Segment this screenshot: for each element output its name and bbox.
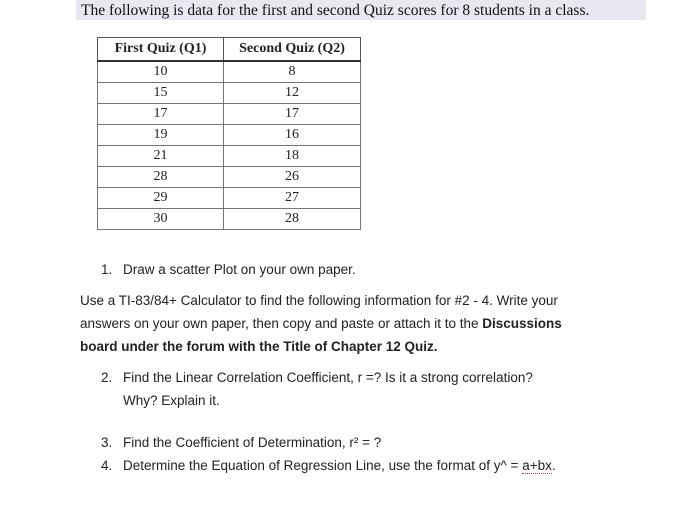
cell-q1: 30 bbox=[98, 209, 224, 230]
cell-q1: 19 bbox=[98, 125, 224, 146]
question-2 bbox=[101, 366, 533, 412]
instructions-line-3 bbox=[80, 335, 562, 358]
question-text: Find the Coefficient of Determination, r² = ? bbox=[123, 435, 382, 450]
cell-q2: 26 bbox=[224, 167, 361, 188]
instructions-line-3-bold: board under the forum with the Title of Chapter 12 Quiz. bbox=[80, 339, 438, 354]
question-number: 4. bbox=[101, 458, 113, 473]
table-header-row bbox=[98, 38, 361, 62]
column-header-q1: First Quiz (Q1) bbox=[98, 38, 224, 62]
cell-q1: 29 bbox=[98, 188, 224, 209]
question-number: 2. bbox=[101, 370, 113, 385]
cell-q2: 28 bbox=[224, 209, 361, 230]
regression-format: a+bx bbox=[522, 458, 552, 473]
cell-q2: 12 bbox=[224, 83, 361, 104]
cell-q2: 27 bbox=[224, 188, 361, 209]
table-row bbox=[98, 146, 361, 167]
question-text: Determine the Equation of Regression Line, use the format of y^ = bbox=[123, 458, 523, 473]
cell-q1: 10 bbox=[98, 61, 224, 83]
intro-text: The following is data for the first and second Quiz scores for 8 students in a class. bbox=[81, 2, 590, 19]
question-3 bbox=[101, 431, 381, 454]
instructions-paragraph bbox=[80, 289, 562, 358]
table-row bbox=[98, 61, 361, 83]
question-4 bbox=[101, 454, 556, 477]
table-row bbox=[98, 167, 361, 188]
cell-q1: 17 bbox=[98, 104, 224, 125]
cell-q1: 15 bbox=[98, 83, 224, 104]
cell-q2: 16 bbox=[224, 125, 361, 146]
question-number: 3. bbox=[101, 435, 113, 450]
table-row bbox=[98, 83, 361, 104]
question-2-line-2: Why? Explain it. bbox=[123, 393, 220, 408]
cell-q1: 21 bbox=[98, 146, 224, 167]
discussions-bold: Discussions bbox=[482, 316, 562, 331]
instructions-line-2 bbox=[80, 312, 562, 335]
table-row bbox=[98, 188, 361, 209]
question-text: Find the Linear Correlation Coefficient, r =? Is it a strong correlation? bbox=[123, 370, 533, 385]
instructions-line-1: Use a TI-83/84+ Calculator to find the following information for #2 - 4. Write your bbox=[80, 293, 558, 308]
column-header-q2: Second Quiz (Q2) bbox=[224, 38, 361, 62]
question-1 bbox=[101, 258, 356, 281]
cell-q1: 28 bbox=[98, 167, 224, 188]
question-text: Draw a scatter Plot on your own paper. bbox=[123, 262, 356, 277]
quiz-scores-table bbox=[97, 37, 361, 230]
instructions-line-2-text: answers on your own paper, then copy and paste or attach it to the bbox=[80, 316, 483, 331]
table-row bbox=[98, 125, 361, 146]
cell-q2: 17 bbox=[224, 104, 361, 125]
question-number: 1. bbox=[101, 262, 113, 277]
table-row bbox=[98, 209, 361, 230]
question-period: . bbox=[551, 458, 556, 473]
cell-q2: 8 bbox=[224, 61, 361, 83]
cell-q2: 18 bbox=[224, 146, 361, 167]
table-row bbox=[98, 104, 361, 125]
